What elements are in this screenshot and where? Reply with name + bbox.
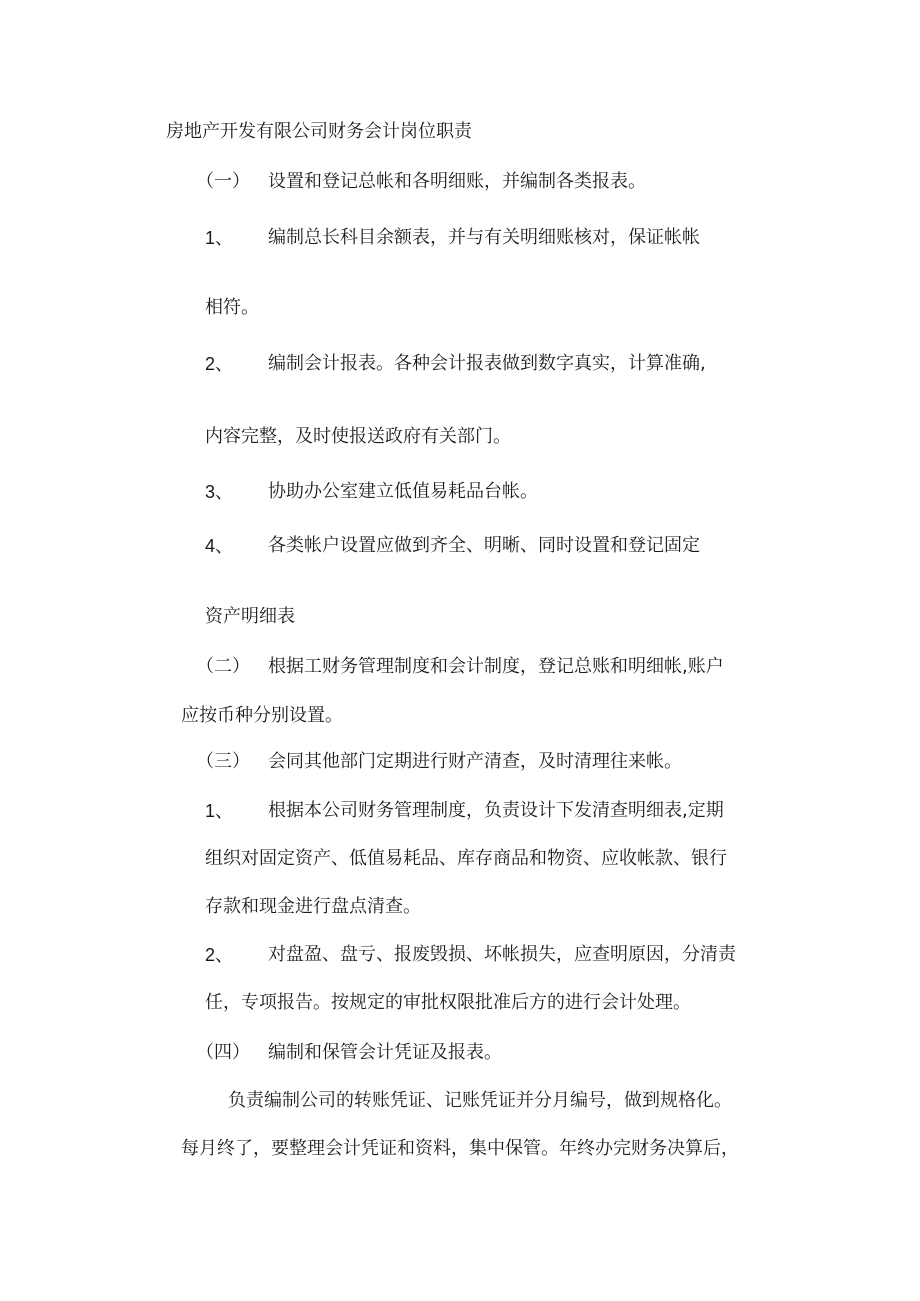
section-2-marker: （二） (196, 656, 250, 677)
section-1-item-2-number: 2、 (205, 354, 234, 374)
section-1-marker: （一） (196, 171, 250, 192)
document-title: 房地产开发有限公司财务会计岗位职责 (166, 121, 472, 142)
section-3-marker: （三） (196, 751, 250, 772)
section-1-item-2-line-1: 编制会计报表。各种会计报表做到数字真实，计算准确, (268, 353, 706, 374)
section-3-item-2-line-1: 对盘盈、盘亏、报废毁损、坏帐损失，应查明原因，分清责 (268, 944, 736, 965)
section-3-item-1-line-2: 组织对固定资产、低值易耗品、库存商品和物资、应收帐款、银行 (205, 848, 727, 869)
section-1-item-4-number: 4、 (205, 536, 234, 556)
section-1-item-2-line-2: 内容完整，及时使报送政府有关部门。 (205, 426, 511, 447)
section-4-paragraph-line-2: 每月终了，要整理会计凭证和资料，集中保管。年终办完财务决算后， (181, 1138, 739, 1159)
section-3-item-1-line-1: 根据本公司财务管理制度，负责设计下发清查明细表,定期 (268, 800, 724, 821)
section-3-item-2-line-2: 任，专项报告。按规定的审批权限批准后方的进行会计处理。 (205, 992, 691, 1013)
section-4-marker: （四） (196, 1042, 250, 1063)
section-1-item-1-number: 1、 (205, 228, 234, 248)
section-4-heading: 编制和保管会计凭证及报表。 (268, 1042, 502, 1063)
section-4-paragraph-line-1: 负责编制公司的转账凭证、记账凭证并分月编号，做到规格化。 (228, 1090, 732, 1111)
section-2-line-2: 应按币种分别设置。 (181, 705, 343, 726)
section-1-item-4-line-1: 各类帐户设置应做到齐全、明晰、同时设置和登记固定 (268, 535, 700, 556)
section-1-item-4-line-2: 资产明细表 (205, 606, 295, 627)
section-3-item-1-line-3: 存款和现金进行盘点清查。 (205, 896, 421, 917)
section-1-item-1-line-2: 相符。 (205, 297, 259, 318)
section-3-item-1-number: 1、 (205, 801, 234, 821)
section-1-item-3-number: 3、 (205, 482, 234, 502)
section-1-heading: 设置和登记总帐和各明细账，并编制各类报表。 (268, 171, 646, 192)
section-3-item-2-number: 2、 (205, 945, 234, 965)
section-2-line-1: 根据工财务管理制度和会计制度，登记总账和明细帐,账户 (268, 656, 724, 677)
section-1-item-1-line-1: 编制总长科目余额表，并与有关明细账核对，保证帐帐 (268, 227, 700, 248)
section-1-item-3-line-1: 协助办公室建立低值易耗品台帐。 (268, 481, 538, 502)
section-3-heading: 会同其他部门定期进行财产清查，及时清理往来帐。 (268, 751, 682, 772)
